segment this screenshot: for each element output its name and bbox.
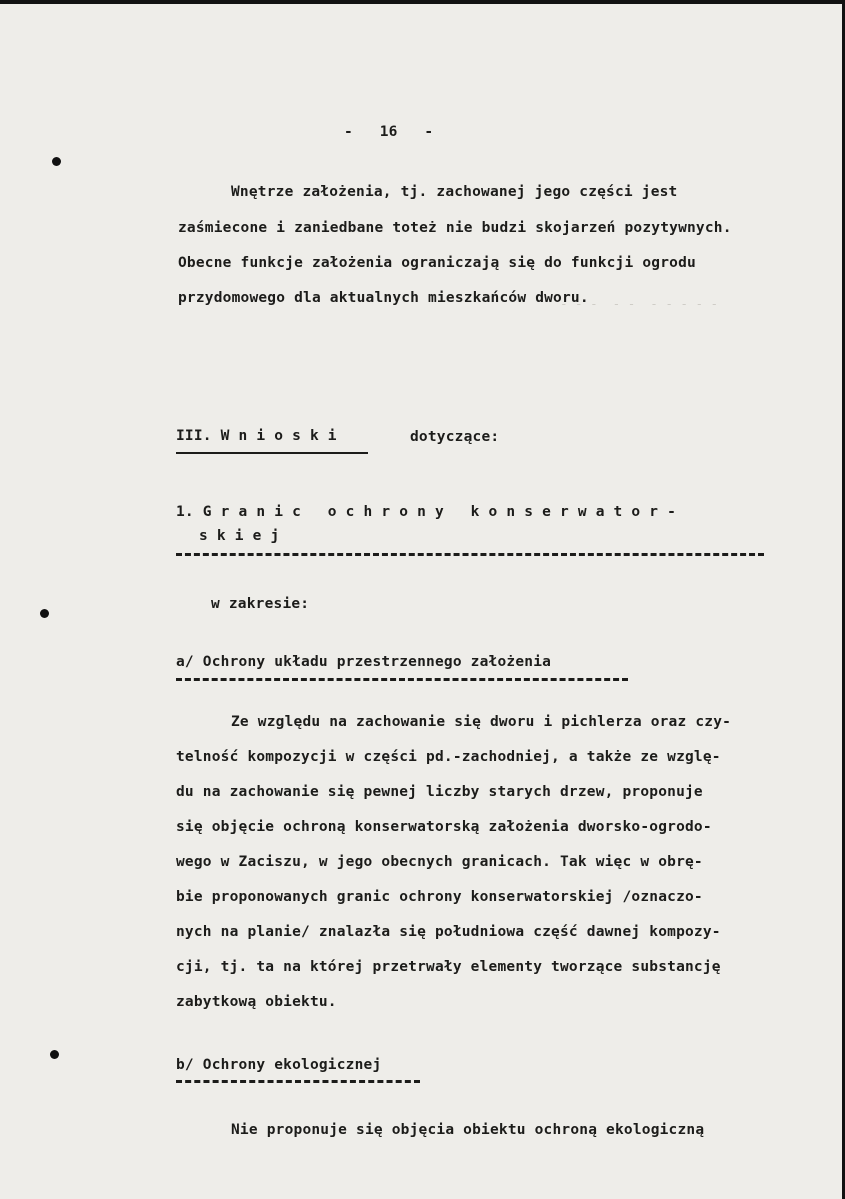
bleed-through: - - - - - - - - - - (560, 296, 719, 311)
sub-a-line-9: zabytkową obiektu. (176, 994, 337, 1010)
section-heading-suffix: dotyczące: (410, 429, 500, 445)
intro-line-3: Obecne funkcje założenia ograniczają się do funkcji ogrodu (178, 255, 696, 271)
punch-hole-bottom (50, 1050, 59, 1059)
point1-heading-line2: s k i e j (199, 528, 280, 544)
sub-a-line-2: telność kompozycji w części pd.-zachodniej, a także ze wzglę- (176, 749, 721, 765)
intro-line-1: Wnętrze założenia, tj. zachowanej jego części jest (231, 184, 678, 200)
sub-a-line-4: się objęcie ochroną konserwatorską założenia dworsko-ogrodo- (176, 819, 712, 835)
intro-line-2: zaśmiecone i zaniedbane toteż nie budzi skojarzeń pozytywnych. (178, 220, 732, 236)
sub-b-heading: b/ Ochrony ekologicznej (176, 1057, 382, 1073)
sub-a-line-1: Ze względu na zachowanie się dworu i pichlerza oraz czy- (231, 714, 732, 730)
punch-hole-middle (40, 609, 49, 618)
sub-a-line-6: bie proponowanych granic ochrony konserwatorskiej /oznaczo- (176, 889, 703, 905)
sub-a-line-3: du na zachowanie się pewnej liczby starych drzew, proponuje (176, 784, 703, 800)
sub-b-heading-underline (176, 1080, 420, 1083)
sub-a-line-7: nych na planie/ znalazła się południowa część dawnej kompozy- (176, 924, 721, 940)
section-heading-underline (176, 452, 368, 454)
sub-a-line-5: wego w Zaciszu, w jego obecnych granicach. Tak więc w obrę- (176, 854, 703, 870)
point1-heading-line1: 1. G r a n i c o c h r o n y k o n s e r w a t o r - (176, 504, 677, 520)
sub-a-line-8: cji, tj. ta na której przetrwały elementy tworzące substancję (176, 959, 721, 975)
intro-line-4: przydomowego dla aktualnych mieszkańców dworu. (178, 290, 589, 306)
sub-a-heading: a/ Ochrony układu przestrzennego założenia (176, 654, 552, 670)
range-label: w zakresie: (211, 596, 310, 612)
point1-underline (176, 553, 764, 556)
page-number: - 16 - (344, 124, 434, 140)
punch-hole-top (52, 157, 61, 166)
sub-a-heading-underline (176, 678, 628, 681)
sub-b-line-1: Nie proponuje się objęcia obiektu ochroną ekologiczną (231, 1122, 705, 1138)
section-heading: III. W n i o s k i (176, 428, 337, 444)
